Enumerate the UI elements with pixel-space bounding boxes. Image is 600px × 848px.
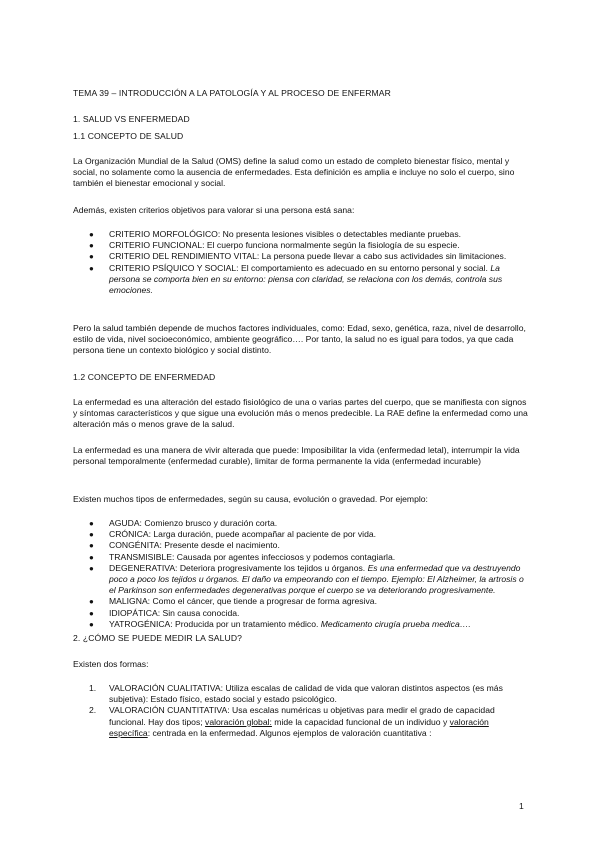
disease-types-intro-paragraph: Existen muchos tipos de enfermedades, según su causa, evolución o gravedad. Por ejemplo: [73, 494, 428, 504]
bullet-icon: ● [89, 563, 94, 573]
list-item: ● CRITERIO FUNCIONAL: El cuerpo funciona normalmente según la fisiología de su especie. [89, 240, 460, 251]
section-2-heading: 2. ¿CÓMO SE PUEDE MEDIR LA SALUD? [73, 633, 243, 643]
disease-types-list [73, 518, 528, 630]
disease-definition-paragraph: La enfermedad es una alteración del estado fisiológico de una o varias partes del cuerpo, que se manifiesta con signos y síntomas característicos y que sigue una evolución más o menos predecible. La RAE define la enfermedad como una alteración más o menos grave de la salud. [73, 397, 528, 430]
bullet-icon: ● [89, 552, 94, 562]
list-item: ● DEGENERATIVA: Deteriora progresivamente los tejidos u órganos. Es una enfermedad que va destruyendo poco a poco los tejidos u órganos. El daño va empeorando con el tiempo. Ejemplo: El Alzheimer, la artrosis o el Parkinson son enfermedades degenerativas porque el cuerpo se va deteriorando progresivamente. [89, 562, 524, 596]
measure-methods-list [73, 683, 528, 739]
bullet-icon: ● [89, 241, 94, 251]
list-item: ● CRITERIO DEL RENDIMIENTO VITAL: La persona puede llevar a cabo sus actividades sin limitaciones. [89, 251, 507, 262]
section-1-2-heading: 1.2 CONCEPTO DE ENFERMEDAD [73, 372, 216, 382]
bullet-icon: ● [89, 252, 94, 262]
bullet-icon: ● [89, 519, 94, 528]
list-item: ● TRANSMISIBLE: Causada por agentes infecciosos y podemos contagiarla. [89, 551, 396, 562]
list-item: ● CRITERIO MORFOLÓGICO: No presenta lesiones visibles o detectables mediante pruebas. [89, 229, 462, 239]
list-item: ● CRITERIO PSÍQUICO Y SOCIAL: El comportamiento es adecuado en su entorno personal y social. La persona se comporta bien en su entorno: piensa con claridad, se relaciona con los demás, controla sus emociones. [89, 262, 503, 296]
bullet-icon: ● [89, 541, 94, 551]
section-1-heading: 1. SALUD VS ENFERMEDAD [73, 114, 190, 124]
section-1-1-heading: 1.1 CONCEPTO DE SALUD [73, 131, 184, 141]
bullet-icon: ● [89, 597, 94, 607]
list-item: ● YATROGÉNICA: Producida por un tratamiento médico. Medicamento cirugía prueba medica…. [89, 618, 471, 629]
list-item: ● CONGÉNITA: Presente desde el nacimiento. [89, 540, 280, 551]
bullet-icon: ● [89, 619, 94, 629]
health-criteria-list [73, 229, 528, 296]
list-item: ● MALIGNA: Como el cáncer, que tiende a progresar de forma agresiva. [89, 596, 377, 607]
criteria-intro-paragraph: Además, existen criterios objetivos para valorar si una persona está sana: [73, 205, 355, 215]
list-item: ● CRÓNICA: Larga duración, puede acompañar al paciente de por vida. [89, 529, 377, 540]
bullet-icon: ● [89, 230, 94, 239]
page-number: 1 [519, 801, 524, 811]
bullet-icon: ● [89, 530, 94, 540]
health-definition-paragraph: La Organización Mundial de la Salud (OMS) define la salud como un estado de completo bienestar físico, mental y social, no solamente como la ausencia de enfermedades. Esta definición es amplia e incluye no solo el cuerpo, sino también el bienestar emocional y social. [73, 156, 515, 189]
bullet-icon: ● [89, 608, 94, 618]
list-item: ● IDIOPÁTICA: Sin causa conocida. [89, 607, 240, 618]
list-item: ● AGUDA: Comienzo brusco y duración corta. [89, 518, 278, 528]
bullet-icon: ● [89, 263, 94, 273]
list-item: 1. VALORACIÓN CUALITATIVA: Utiliza escalas de calidad de vida que valoran distintos aspectos (es más subjetiva): Estado físico, estado social y estado psicológico. [89, 683, 503, 705]
disease-life-paragraph: La enfermedad es una manera de vivir alterada que puede: Imposibilitar la vida (enfermedad letal), interrumpir la vida personal temporalmente (enfermedad curable), limitar de forma permanente la vida (enfermedad incurable) [73, 445, 520, 467]
measure-intro-paragraph: Existen dos formas: [73, 659, 149, 669]
list-item: 2. VALORACIÓN CUANTITATIVA: Usa escalas numéricas u objetivas para medir el grado de capacidad funcional. Hay dos tipos; valoración global: mide la capacidad funcional de un individuo y valoración específica: centrada en la enfermedad. Algunos ejemplos de valoración cuantitativa : [89, 705, 495, 738]
health-factors-paragraph: Pero la salud también depende de muchos factores individuales, como: Edad, sexo, genética, raza, nivel de desarrollo, estilo de vida, nivel socioeconómico, ambiente geográfico…. Por tanto, la salud no es igual para todos, ya que cada persona tiene un contexto biológico y social distinto. [73, 323, 526, 356]
document-title: TEMA 39 – INTRODUCCIÓN A LA PATOLOGÍA Y AL PROCESO DE ENFERMAR [73, 88, 391, 98]
